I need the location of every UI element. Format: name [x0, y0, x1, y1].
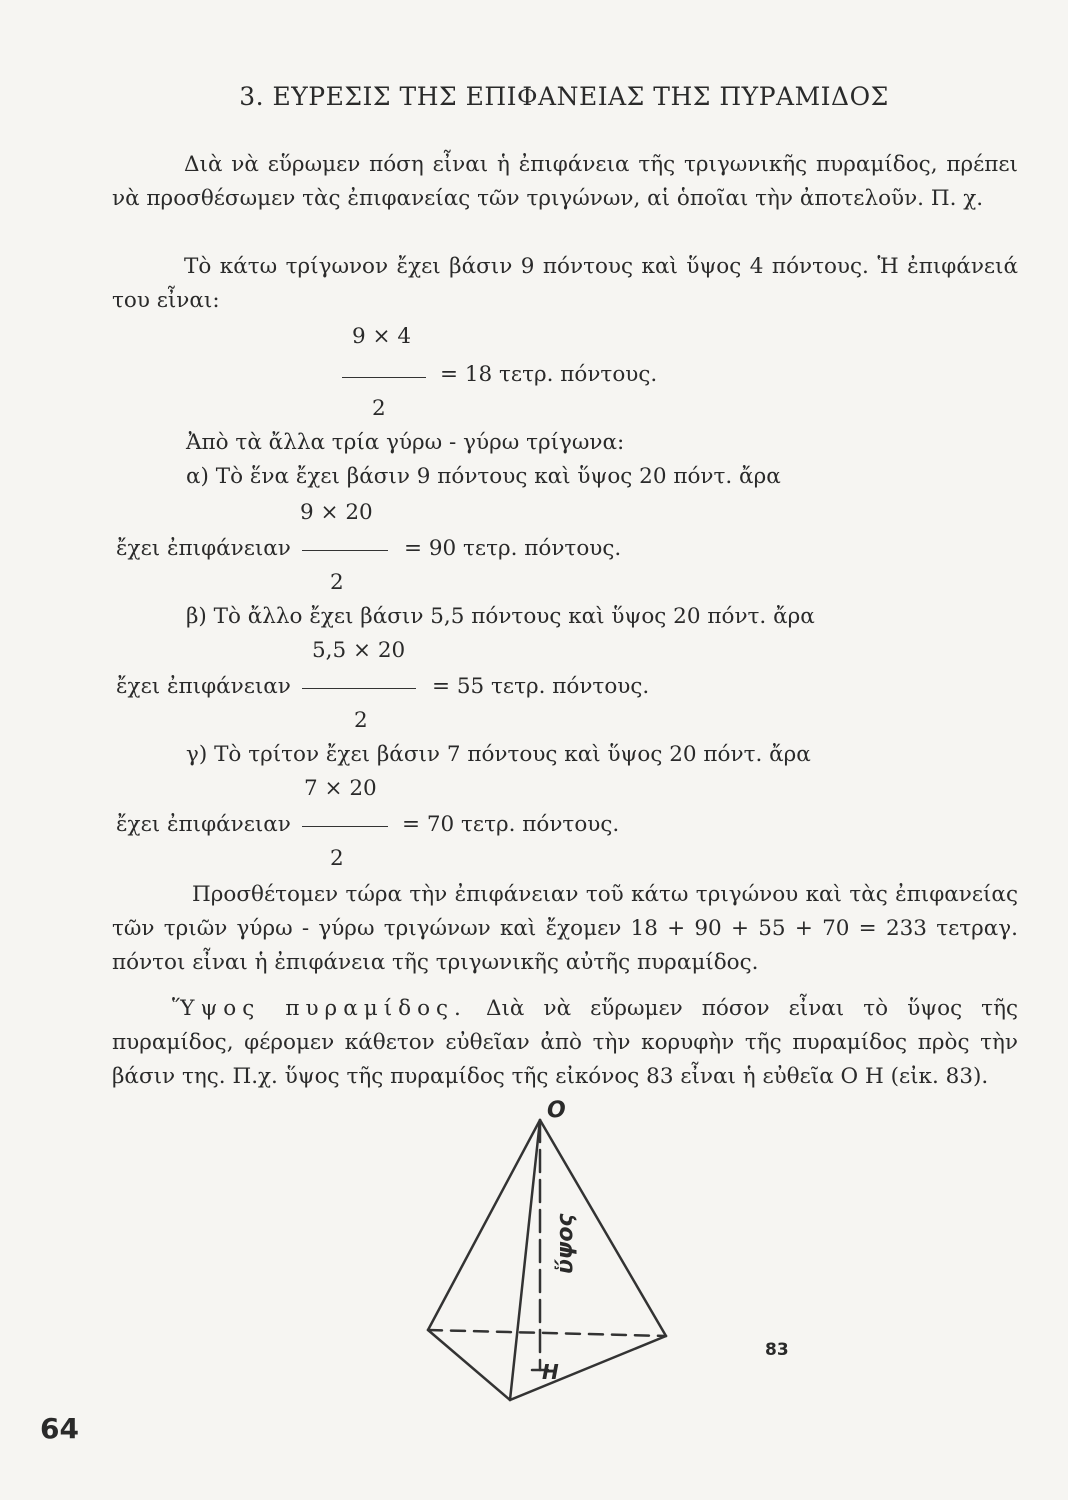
case-c-denominator: 2 [330, 846, 344, 871]
case-c-text: γ) Τὸ τρίτον ἔχει βάσιν 7 πόντους καὶ ὕψος 20 πόντ. ἄρα [186, 742, 811, 767]
case-a-text: α) Τὸ ἕνα ἔχει βάσιν 9 πόντους καὶ ὕψος 20 πόντ. ἄρα [186, 464, 781, 489]
height-term: Ὕψος πυραμίδος. [172, 996, 467, 1021]
case-b-numerator: 5,5 × 20 [312, 638, 406, 663]
sum-paragraph: Προσθέτομεν τώρα τὴν ἐπιφάνειαν τοῦ κάτω τριγώνου καὶ τὰς ἐπιφανείας τῶν τριῶν γύρω - γύρω τριγώνων καὶ ἔχομεν 18 + 90 + 55 + 70 = 233 τετραγ. πόντοι εἶναι ἡ ἐπιφάνεια τῆς τριγωνικῆς αὐτῆς πυραμίδος. [112, 882, 1018, 975]
case-c-result: = 70 τετρ. πόντους. [402, 812, 620, 837]
height-paragraph: Διὰ νὰ εὕρωμεν πόσον εἶναι τὸ ὕψος τῆς πυραμίδος, φέρομεν κάθετον εὐθεῖαν ἀπὸ τὴν κορυφὴν τῆς πυραμίδος πρὸς τὴν βάσιν της. Π.χ. ὕψος τῆς πυραμίδος τῆς εἰκόνος 83 εἶναι ἡ εὐθεῖα Ο Η (εἰκ. 83). [112, 996, 1018, 1089]
pyramid-edge-left [428, 1120, 540, 1330]
case-a-result: = 90 τετρ. πόντους. [404, 536, 622, 561]
case-a-denominator: 2 [330, 570, 344, 595]
foot-label: Η [542, 1360, 559, 1384]
pyramid-base-left [428, 1330, 510, 1400]
case-a-prefix: ἔχει ἐπιφάνειαν [116, 536, 291, 561]
page-number: 64 [40, 1412, 79, 1445]
base-result: = 18 τετρ. πόντους. [440, 362, 658, 387]
base-denominator: 2 [372, 396, 386, 421]
case-c-numerator: 7 × 20 [304, 776, 377, 801]
pyramid-base-right [510, 1336, 666, 1400]
case-b-prefix: ἔχει ἐπιφάνειαν [116, 674, 291, 699]
section-title: 3. ΕΥΡΕΣΙΣ ΤΗΣ ΕΠΙΦΑΝΕΙΑΣ ΤΗΣ ΠΥΡΑΜΙΔΟΣ [239, 82, 889, 111]
case-c-prefix: ἔχει ἐπιφάνειαν [116, 812, 291, 837]
intro-paragraph: Διὰ νὰ εὕρωμεν πόση εἶναι ἡ ἐπιφάνεια τῆς τριγωνικῆς πυραμίδος, πρέπει νὰ προσθέσωμεν τὰς ἐπιφανείας τῶν τριγώνων, αἱ ὁποῖαι τὴν ἀποτελοῦν. Π. χ. [112, 152, 1018, 211]
case-b-text: β) Τὸ ἄλλο ἔχει βάσιν 5,5 πόντους καὶ ὕψος 20 πόντ. ἄρα [186, 604, 815, 629]
base-triangle-sentence: Τὸ κάτω τρίγωνον ἔχει βάσιν 9 πόντους καὶ ὕψος 4 πόντους. Ἡ ἐπιφάνειά του εἶναι: [112, 254, 1018, 313]
case-b-result: = 55 τετρ. πόντους. [432, 674, 650, 699]
height-label: ὕψος [553, 1213, 578, 1274]
pyramid-base-back-dashed [428, 1330, 666, 1336]
apex-label: Ο [547, 1098, 566, 1123]
case-b-denominator: 2 [354, 708, 368, 733]
case-a-numerator: 9 × 20 [300, 500, 373, 525]
others-heading: Ἀπὸ τὰ ἄλλα τρία γύρω - γύρω τρίγωνα: [186, 430, 625, 455]
figure-number: 83 [765, 1340, 789, 1360]
base-numerator: 9 × 4 [352, 324, 412, 349]
pyramid-edge-front [510, 1120, 540, 1400]
